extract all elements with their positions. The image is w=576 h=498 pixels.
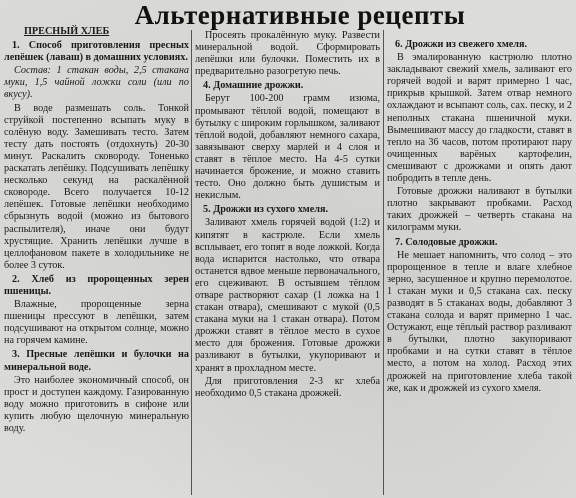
recipe-6-title: 6. Дрожжи из свежего хмеля. bbox=[395, 39, 528, 50]
recipe-4-title: 4. Домашние дрожжи. bbox=[203, 80, 304, 92]
recipe-3-text-cont: Просеять прокалённую муку. Развести минеральной водой. Сформировать лепёшки или булочки. Поместить их в предварительно разогретую печь. bbox=[195, 30, 380, 78]
recipe-7-title: 7. Солодовые дрожжи. bbox=[395, 236, 498, 248]
recipe-1-text: В воде размешать соль. Тонкой струйкой постепенно всыпать муку в солёную воду. Замешивать тесто. Затем тесту дать постоять (отдохнуть) 20-30 минут. Раскалить сковороду. Тоненько раскатать лепёшку. Подсушивать лепёшку несколько секунд на раскалённой сковороде. Всего получается 10-12 лепёшек. Готовые лепёшки необходимо сбрызнуть водой (можно из бытового распылителя), иначе они будут хрустящие. Хранить лепёшки лучше в целлофановом пакете в холодильнике не более 3 суток. bbox=[4, 102, 189, 271]
recipe-2-text: Влажные, пророщенные зерна пшеницы прессуют в лепёшки, затем подсушивают на открытом солнце, можно на горячем камине. bbox=[4, 299, 189, 347]
section-heading: ПРЕСНЫЙ ХЛЕБ bbox=[24, 26, 110, 37]
recipe-5-note: Для приготовления 2-3 кг хлеба необходимо 0,5 стакана дрожжей. bbox=[195, 375, 380, 399]
recipe-4-text: Берут 100-200 грамм изюма, промывают тёплой водой, помещают в бутылку с широким горлышком, заливают тёплой водой, добавляют немного сахара, завязывают сверху марлей и 4 слоя и ставят в тёплое место. На 4-5 сутки начинается брожение, и можно ставить тесто. Оно должно быть душистым и некислым. bbox=[195, 93, 380, 202]
recipe-5-text: Заливают хмель горячей водой (1:2) и кипятят в кастрюле. Если хмель всплывает, его топят в воде ложкой. Когда вода испарится настолько, что отвара останется вдвое меньше первоначального, его сцеживают. В остывшем тёплом отваре растворяют сахар (1 ложка на 1 стакан отвара), смешивают с мукой (0,5 стакана муки на 1 стакан отвара). Потом дрожжи ставят в тёплое место в сухое место для брожения. Готовые дрожжи разливают в бутылки, укупоривают и хранят в прохладном месте. bbox=[195, 217, 380, 374]
recipe-6-text: В эмалированную кастрюлю плотно закладывают свежий хмель, заливают его горячей водой и варят примерно 1 час, прикрыв крышкой. Затем отвар немного охлаждают и всыпают соль, сах. песку, и 2 неполных стакана пшеничной муки. Вымешивают массу до гладкости, ставят в тепло на 36 часов, потом протирают пару очищенных варёных картофелин, смешивают с дрожжами и опять дают побродить в тепле день. bbox=[387, 52, 572, 185]
recipe-7-text: Не мешает напомнить, что солод – это пророщенное в тепле и влаге хлебное зерно, засушенное и крупно перемолотое. 1 стакан муки и 0,5 стакана сах. песку разводят в 5 стаканах воды, добавляют 3 стакана солода и варят примерно 1 час. Остужают, еще тёплый раствор разливают в бутылки, плотно закупоривают пробками и на сутки ставят в тёплое место, а потом на холод. Расход этих дрожжей на приготовление хлеба такой же, как и дрожжей из сухого хмеля. bbox=[387, 249, 572, 394]
recipe-1-ingredients: Состав: 1 стакан воды, 2,5 стакана муки, 1,5 чайной ложки соли (или по вкусу). bbox=[4, 65, 189, 101]
recipe-6-note: Готовые дрожжи наливают в бутылки плотно закрывают пробками. Расход таких дрожжей – четверть стакана на килограмм муки. bbox=[387, 186, 572, 234]
column-right bbox=[387, 37, 572, 396]
recipe-1-title: 1. Способ приготовления пресных лепёшек (лаваш) в домашних условиях. bbox=[4, 40, 189, 64]
recipe-3-title: 3. Пресные лепёшки и булочки на минеральной воде. bbox=[4, 349, 189, 373]
recipe-5-title: 5. Дрожжи из сухого хмеля. bbox=[203, 204, 329, 216]
column-middle bbox=[195, 30, 380, 401]
column-left bbox=[4, 26, 189, 436]
column-divider bbox=[191, 30, 192, 495]
page-title: Альтернативные рецепты bbox=[134, 0, 466, 30]
column-divider bbox=[383, 30, 384, 495]
recipe-2-title: 2. Хлеб из пророщенных зерен пшеницы. bbox=[4, 273, 189, 297]
recipe-3-text: Это наиболее экономичный способ, он прост и доступен каждому. Газированную воду можно приготовить в сифоне или купить любую щелочную минеральную воду. bbox=[4, 374, 189, 434]
